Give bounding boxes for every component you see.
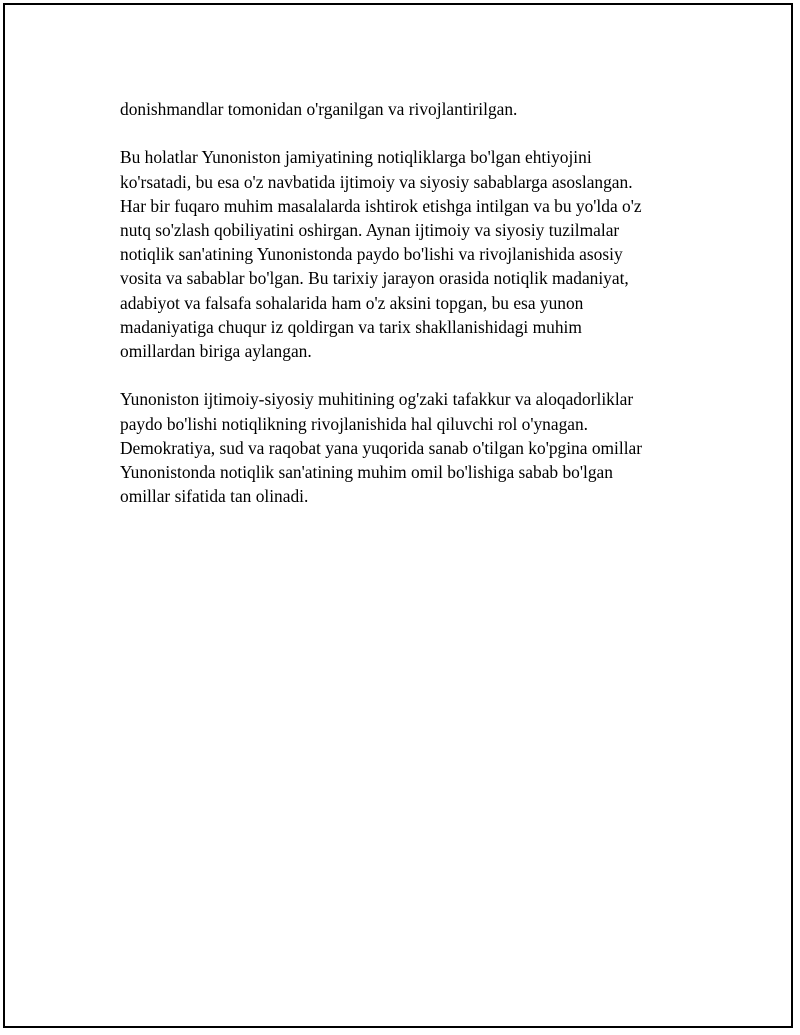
text-line: vosita va sabablar bo'lgan. Bu tarixiy jarayon orasida notiqlik madaniyat, [120, 268, 629, 289]
paragraph-3 [120, 387, 680, 508]
paragraph-1 [120, 97, 680, 121]
text-line: donishmandlar tomonidan o'rganilgan va rivojlantirilgan. [120, 99, 518, 119]
paragraph-2 [120, 145, 680, 363]
text-line: Bu holatlar Yunoniston jamiyatining notiqliklarga bo'lgan ehtiyojini [120, 147, 592, 168]
text-line: Yunonistonda notiqlik san'atining muhim omil bo'lishiga sabab bo'lgan [120, 462, 613, 483]
text-line: omillar sifatida tan olinadi. [120, 486, 309, 507]
text-line: notiqlik san'atining Yunonistonda paydo bo'lishi va rivojlanishida asosiy [120, 244, 623, 265]
text-line: Har bir fuqaro muhim masalalarda ishtirok etishga intilgan va bu yo'lda o'z [120, 195, 642, 216]
text-line: Yunoniston ijtimoiy-siyosiy muhitining og'zaki tafakkur va aloqadorliklar [120, 389, 634, 410]
text-line: Demokratiya, sud va raqobat yana yuqorida sanab o'tilgan ko'pgina omillar [120, 437, 643, 458]
text-line: nutq so'zlash qobiliyatini oshirgan. Aynan ijtimoiy va siyosiy tuzilmalar [120, 220, 620, 240]
text-line: omillardan biriga aylangan. [120, 341, 312, 362]
text-line: adabiyot va falsafa sohalarida ham o'z aksini topgan, bu esa yunon [120, 292, 584, 313]
document-body [120, 97, 680, 533]
text-line: paydo bo'lishi notiqlikning rivojlanishida hal qiluvchi rol o'ynagan. [120, 413, 589, 434]
document-page [3, 3, 793, 1028]
text-line: madaniyatiga chuqur iz qoldirgan va tarix shakllanishidagi muhim [120, 316, 582, 337]
text-line: ko'rsatadi, bu esa o'z navbatida ijtimoiy va siyosiy sabablarga asoslangan. [120, 171, 633, 192]
